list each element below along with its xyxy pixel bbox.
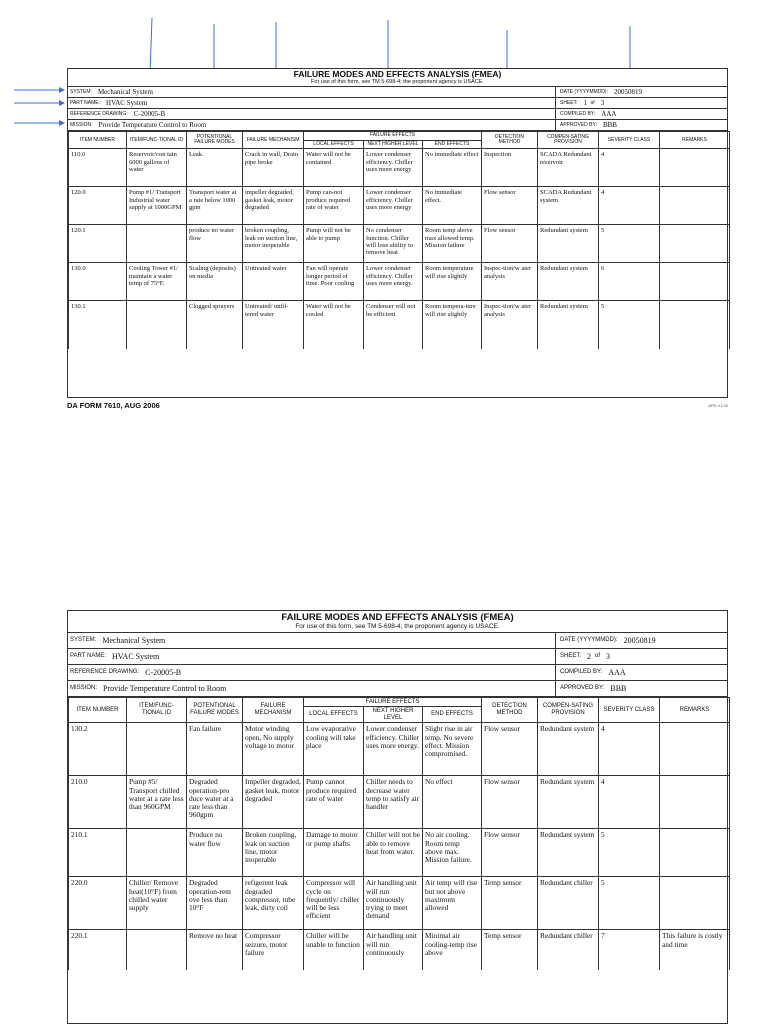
col-remarks: REMARKS (660, 697, 730, 723)
compensating-cell: SCADA Redundant reservoir (538, 149, 599, 187)
end-effects-cell: Room tempera-ture will rise slightly (423, 301, 482, 349)
approved-by-value: BBB (602, 121, 617, 130)
failure-mode-cell: Leak. (187, 149, 243, 187)
compensating-cell: Redundant system (538, 263, 599, 301)
sheet-value: 2 (587, 651, 592, 661)
col-item-number: ITEM NUMBER (69, 132, 127, 149)
header-row-part (68, 649, 727, 665)
local-effects-cell: Water will not be contained (304, 149, 364, 187)
fmea-table (68, 697, 730, 970)
col-remarks: REMARKS (660, 132, 730, 149)
local-effects-cell: Pump will not be able to pump (304, 225, 364, 263)
mechanism-cell: Untreated/ unfil-tered water (243, 301, 304, 349)
col-failure-mechanism: FAILURE MECHANISM (243, 697, 304, 723)
item-id-cell (127, 930, 187, 970)
compensating-cell: Redundant system (538, 776, 599, 829)
detection-cell: Temp sensor (482, 877, 538, 930)
sheet-total-value: 3 (606, 651, 611, 661)
form-number: DA FORM 7610, AUG 2006 (67, 401, 160, 410)
next-level-cell: Air handling unit will run continuously trying to meet demand (364, 877, 423, 930)
item-number-cell: 130.2 (69, 723, 127, 776)
mechanism-cell: Untreated water (243, 263, 304, 301)
local-effects-cell: Compressor will cycle on frequently/ chiller will be less efficient (304, 877, 364, 930)
severity-cell: 6 (599, 263, 660, 301)
severity-cell: 4 (599, 149, 660, 187)
compiled-by-label: COMPILED BY: (560, 669, 603, 676)
item-id-cell (127, 225, 187, 263)
remarks-cell (660, 149, 730, 187)
detection-cell: Flow sensor (482, 225, 538, 263)
compiled-by-value: AAA (608, 667, 626, 677)
header-row-mission (68, 120, 727, 131)
approved-by-label: APPROVED BY: (560, 122, 597, 129)
system-label: SYSTEM: (70, 89, 92, 96)
date-value: 20050819 (613, 88, 642, 97)
next-level-cell: Condenser will not be efficient (364, 301, 423, 349)
date-value: 20050819 (623, 635, 656, 645)
approved-by-value: BBB (610, 683, 627, 693)
col-failure-modes: POTENTIONAL FAILURE MODES (187, 697, 243, 723)
mechanism-cell: Crack in wall, Drain pipe broke (243, 149, 304, 187)
compensating-cell: Redundant system (538, 829, 599, 877)
reference-drawing-value: C-20005-B (133, 110, 166, 119)
compiled-by-value: AAA (601, 110, 617, 119)
form-title-block (68, 69, 727, 87)
form-title: FAILURE MODES AND EFFECTS ANALYSIS (FMEA) (281, 612, 514, 623)
remarks-cell: This failure is costly and time (660, 930, 730, 970)
item-id-cell: Reservoir/con tain 6000 gallons of water (127, 149, 187, 187)
detection-cell: Inspec-tion/w ater analysis (482, 301, 538, 349)
system-value: Mechanical System (97, 88, 153, 97)
system-value: Mechanical System (102, 635, 166, 645)
col-item-number: ITEM NUMBER (69, 697, 127, 723)
severity-cell: 5 (599, 877, 660, 930)
header-row-system (68, 87, 727, 98)
sheet-total-value: 3 (600, 99, 605, 108)
mechanism-cell: broken coupling, leak on suction line, motor inoperable (243, 225, 304, 263)
local-effects-cell: Damage to motor or pump shafts (304, 829, 364, 877)
item-number-cell: 120.0 (69, 187, 127, 225)
approved-by-label: APPROVED BY: (560, 685, 605, 692)
col-severity-class: SEVERITY CLASS (599, 132, 660, 149)
item-id-cell (127, 301, 187, 349)
form-title: FAILURE MODES AND EFFECTS ANALYSIS (FMEA) (293, 69, 502, 79)
severity-cell: 5 (599, 301, 660, 349)
table-row (69, 877, 730, 930)
table-row (69, 149, 730, 187)
next-level-cell: Lower condenser efficiency. Chiller uses more energy (364, 149, 423, 187)
col-end-effects: END EFFECTS (423, 140, 482, 149)
item-id-cell: Cooling Tower #1/ maintain a water temp of 75°F. (127, 263, 187, 301)
end-effects-cell: Air temp will rise but not above maximum allowed (423, 877, 482, 930)
item-number-cell: 120.1 (69, 225, 127, 263)
sheet-value: 1 (583, 99, 588, 108)
col-failure-modes: POTENTIONAL FAILURE MODES (187, 132, 243, 149)
compensating-cell: Redundant system (538, 225, 599, 263)
end-effects-cell: Room temp above max allowed temp. Mission failure (423, 225, 482, 263)
severity-cell: 5 (599, 225, 660, 263)
failure-mode-cell: Scaling (deposits) on media (187, 263, 243, 301)
table-row (69, 930, 730, 970)
compensating-cell: Redundant system (538, 301, 599, 349)
remarks-cell (660, 225, 730, 263)
compensating-cell: Redundant system (538, 723, 599, 776)
col-group-failure-effects: FAILURE EFFECTS (304, 132, 482, 141)
col-local-effects: LOCAL EFFECTS (304, 140, 364, 149)
item-number-cell: 130.1 (69, 301, 127, 349)
item-id-cell: Pump #1/ Transport Industrial water supply at 1000GPM (127, 187, 187, 225)
table-row (69, 723, 730, 776)
detection-cell: Inspec-tion/w ater analysis (482, 263, 538, 301)
col-item-functional-id: ITEM/FUNC-TIONAL ID (127, 132, 187, 149)
item-number-cell: 110.0 (69, 149, 127, 187)
reference-drawing-label: REFERENCE DRAWING: (70, 669, 140, 676)
failure-mode-cell: Remove no heat (187, 930, 243, 970)
header-row-mission (68, 681, 727, 697)
local-effects-cell: Pump cannot produce required rate of water (304, 776, 364, 829)
date-label: DATE (YYYYMMDD): (560, 637, 618, 644)
severity-cell: 4 (599, 776, 660, 829)
remarks-cell (660, 301, 730, 349)
item-number-cell: 210.0 (69, 776, 127, 829)
date-label: DATE (YYYYMMDD): (560, 89, 608, 96)
mechanism-cell: Compressor seizure, motor failure (243, 930, 304, 970)
failure-mode-cell: produce no water flow (187, 225, 243, 263)
next-level-cell: Lower condenser efficiency. Chiller uses more energy. (364, 723, 423, 776)
table-row (69, 263, 730, 301)
form-subtitle: For use of this form, see TM 5-698-4; the proponent agency is USACE. (295, 623, 500, 631)
mechanism-cell: Motor winding open, No supply voltage to motor (243, 723, 304, 776)
sheet-of-label: of (595, 653, 601, 660)
next-level-cell: No condenser function. Chiller will lose ability to remove heat (364, 225, 423, 263)
table-row (69, 301, 730, 349)
col-group-failure-effects: FAILURE EFFECTS (304, 697, 482, 707)
sheet-label: SHEET: (560, 100, 578, 107)
next-level-cell: Lower condenser efficiency. Chiller uses more energy. (364, 263, 423, 301)
end-effects-cell: No effect (423, 776, 482, 829)
col-detection-method: DETECTION METHOD (482, 132, 538, 149)
reference-drawing-label: REFERENCE DRAWING: (70, 111, 128, 118)
severity-cell: 7 (599, 930, 660, 970)
table-row (69, 225, 730, 263)
item-id-cell (127, 723, 187, 776)
failure-mode-cell: Produce no water flow (187, 829, 243, 877)
header-row-system (68, 633, 727, 649)
reference-drawing-value: C-20005-B (145, 667, 182, 677)
col-detection-method: DETECTION METHOD (482, 697, 538, 723)
col-next-higher-level: NEXT HIGHER LEVEL (364, 140, 423, 149)
compensating-cell: Redundant chiller (538, 930, 599, 970)
part-name-label: PART NAME: (70, 653, 107, 660)
failure-mode-cell: Clogged sprayers (187, 301, 243, 349)
item-id-cell: Chiller/ Remove heat(10°F) from chilled water supply (127, 877, 187, 930)
next-level-cell: Lower condenser efficiency. Chiller uses more energy (364, 187, 423, 225)
end-effects-cell: No immediate effect. (423, 187, 482, 225)
fmea-form-sheet-1 (67, 68, 728, 398)
col-item-functional-id: ITEM/FUNC-TIONAL ID (127, 697, 187, 723)
item-number-cell: 220.0 (69, 877, 127, 930)
table-row (69, 829, 730, 877)
next-level-cell: Chiller needs to decrease water temp to satisfy air handler (364, 776, 423, 829)
system-label: SYSTEM: (70, 637, 97, 644)
col-compensating-provision: COMPEN-SATING PROVISION (538, 132, 599, 149)
col-local-effects: LOCAL EFFECTS (304, 707, 364, 723)
col-compensating-provision: COMPEN-SATING PROVISION (538, 697, 599, 723)
detection-cell: Flow sensor (482, 723, 538, 776)
mission-value: Provide Temperature Control to Room (98, 121, 207, 130)
col-end-effects: END EFFECTS (423, 707, 482, 723)
detection-cell: Temp sensor (482, 930, 538, 970)
next-level-cell: Air handling unit will run continuously (364, 930, 423, 970)
header-row-drawing (68, 109, 727, 120)
item-number-cell: 220.1 (69, 930, 127, 970)
failure-mode-cell: Degraded operation-rem ove less than 10°F (187, 877, 243, 930)
remarks-cell (660, 187, 730, 225)
item-id-cell: Pump #5/ Transport chilled water at a rate less than 960GPM (127, 776, 187, 829)
part-name-value: HVAC System (106, 99, 148, 108)
sheet-of-label: of (590, 100, 595, 107)
local-effects-cell: Fan will operate longer period of time. Poor cooling (304, 263, 364, 301)
mission-value: Provide Temperature Control to Room (103, 683, 227, 693)
local-effects-cell: Low evaporative cooling will take place (304, 723, 364, 776)
table-row (69, 187, 730, 225)
part-name-value: HVAC System (112, 651, 160, 661)
remarks-cell (660, 263, 730, 301)
compiled-by-label: COMPILED BY: (560, 111, 596, 118)
item-number-cell: 130.0 (69, 263, 127, 301)
remarks-cell (660, 776, 730, 829)
header-row-drawing (68, 665, 727, 681)
severity-cell: 5 (599, 829, 660, 877)
mechanism-cell: impeller degraded, gasket leak, motor degraded (243, 187, 304, 225)
local-effects-cell: Pump can-not produce required rate of water (304, 187, 364, 225)
mechanism-cell: refigerent leak degraded compressor, tube leak, dirty coil (243, 877, 304, 930)
header-row-part (68, 98, 727, 109)
remarks-cell (660, 723, 730, 776)
compensating-cell: Redundant chiller (538, 877, 599, 930)
local-effects-cell: Chiller will be unable to function (304, 930, 364, 970)
remarks-cell (660, 877, 730, 930)
severity-cell: 4 (599, 723, 660, 776)
detection-cell: Flow sensor (482, 187, 538, 225)
form-footer (67, 401, 728, 410)
col-severity-class: SEVERITY CLASS (599, 697, 660, 723)
table-row (69, 776, 730, 829)
form-version: APD V1.00 (708, 403, 728, 408)
mechanism-cell: Impeller degraded, gasket leak, motor degraded (243, 776, 304, 829)
failure-mode-cell: Transport water at a rate below 1000 gpm (187, 187, 243, 225)
remarks-cell (660, 829, 730, 877)
col-next-higher-level: NEXT HIGHER LEVEL (364, 707, 423, 723)
compensating-cell: SCADA Redundant system (538, 187, 599, 225)
fmea-table (68, 131, 730, 349)
item-id-cell (127, 829, 187, 877)
end-effects-cell: Room temperature will rise slightly (423, 263, 482, 301)
detection-cell: Flow sensor (482, 776, 538, 829)
end-effects-cell: Minimal air cooling-temp rise above (423, 930, 482, 970)
mechanism-cell: Broken coupling, leak on suction line, motor inoperable (243, 829, 304, 877)
failure-mode-cell: Degraded operation-pro duce water at a rate less than 960gpm (187, 776, 243, 829)
form-subtitle: For use of this form, see TM 5-698-4; the proponent agency is USACE. (311, 79, 484, 86)
detection-cell: Inspection (482, 149, 538, 187)
sheet-label: SHEET: (560, 653, 582, 660)
next-level-cell: Chiller will not be able to remove heat from water. (364, 829, 423, 877)
fmea-form-sheet-2 (67, 610, 728, 1024)
col-failure-mechanism: FAILURE MECHANISM (243, 132, 304, 149)
end-effects-cell: No air cooling. Room temp above max. Mission failure. (423, 829, 482, 877)
end-effects-cell: Slight rise in air temp. No severe effect. Mission compromised. (423, 723, 482, 776)
failure-mode-cell: Fan failure (187, 723, 243, 776)
item-number-cell: 210.1 (69, 829, 127, 877)
severity-cell: 4 (599, 187, 660, 225)
part-name-label: PART NAME: (70, 100, 101, 107)
detection-cell: Flow sensor (482, 829, 538, 877)
mission-label: MISSION: (70, 685, 98, 692)
form-title-block (68, 611, 727, 633)
mission-label: MISSION: (70, 122, 93, 129)
local-effects-cell: Water will not be cooled (304, 301, 364, 349)
end-effects-cell: No immediate effect (423, 149, 482, 187)
